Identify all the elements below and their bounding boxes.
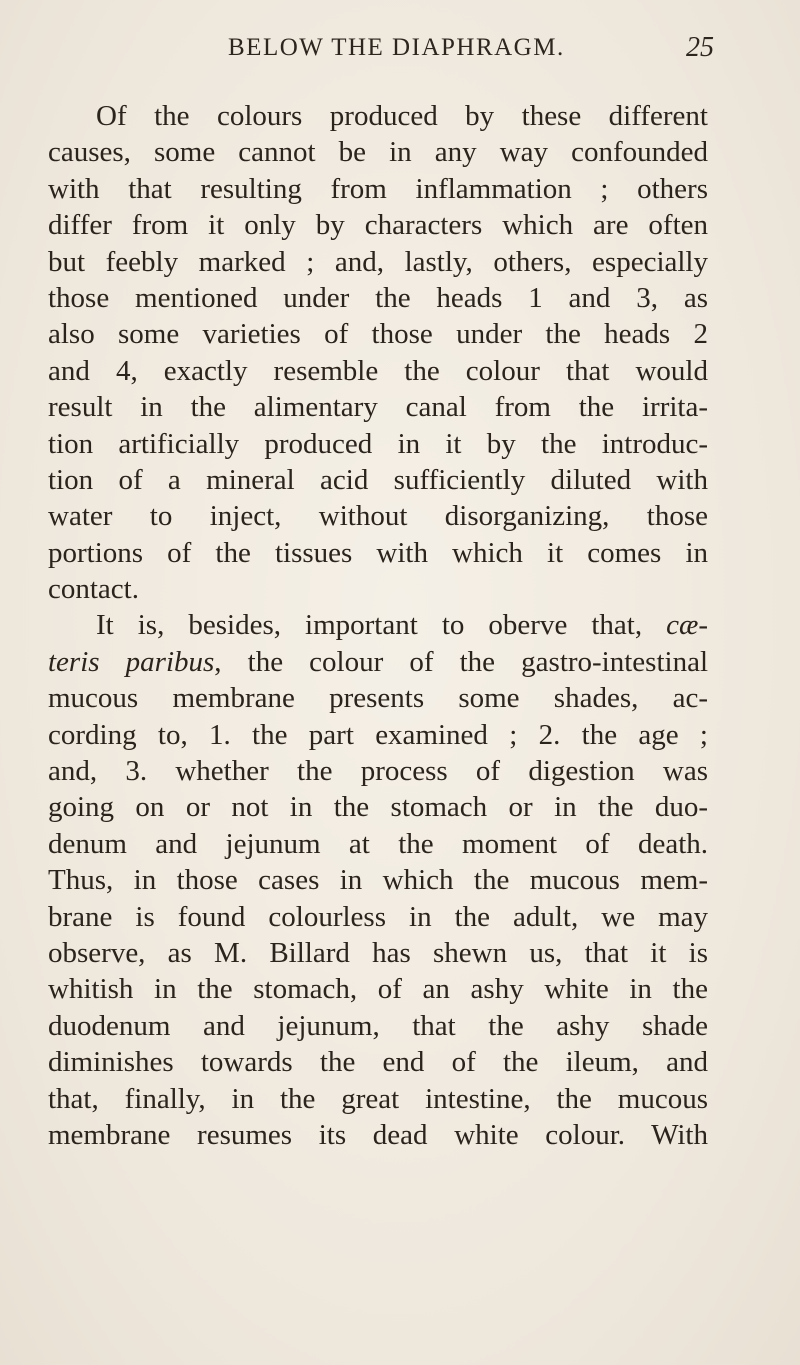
text-line: and 4, exactly resemble the colour that would bbox=[48, 354, 708, 387]
text-line: causes, some cannot be in any way confounded bbox=[48, 136, 708, 169]
text-line: that, finally, in the great intestine, the mucous bbox=[48, 1082, 708, 1115]
text-line: mucous membrane presents some shades, ac- bbox=[48, 682, 708, 715]
text-line: duodenum and jejunum, that the ashy shade bbox=[48, 1009, 708, 1042]
running-head bbox=[0, 32, 800, 72]
text-line: with that resulting from inflammation ; others bbox=[48, 172, 708, 205]
text-line: but feebly marked ; and, lastly, others, especially bbox=[48, 245, 708, 278]
page-number: 25 bbox=[686, 32, 714, 63]
text-line: denum and jejunum at the moment of death. bbox=[48, 827, 708, 860]
text-line: Thus, in those cases in which the mucous mem- bbox=[48, 864, 708, 897]
text-line: whitish in the stomach, of an ashy white in the bbox=[48, 973, 708, 1006]
text-line: It is, besides, important to oberve that, cæ- bbox=[96, 609, 708, 642]
text-line: cording to, 1. the part examined ; 2. the age ; bbox=[48, 718, 708, 751]
text-line: teris paribus, the colour of the gastro-intestinal bbox=[48, 645, 708, 678]
text-line: those mentioned under the heads 1 and 3, as bbox=[48, 281, 708, 314]
text-line: tion artificially produced in it by the introduc- bbox=[48, 427, 708, 460]
text-line: membrane resumes its dead white colour. With bbox=[48, 1118, 708, 1151]
body-text bbox=[48, 98, 708, 1153]
text-line: Of the colours produced by these different bbox=[96, 100, 708, 132]
text-line: going on or not in the stomach or in the duo- bbox=[48, 791, 708, 824]
italic-term: cæ- bbox=[666, 609, 708, 642]
text-line: also some varieties of those under the heads 2 bbox=[48, 318, 708, 351]
text-line: result in the alimentary canal from the irrita- bbox=[48, 391, 708, 424]
text-line: tion of a mineral acid sufficiently diluted with bbox=[48, 463, 708, 496]
text-line: differ from it only by characters which are often bbox=[48, 209, 708, 242]
text-line: brane is found colourless in the adult, we may bbox=[48, 900, 708, 933]
italic-term: teris paribus bbox=[48, 645, 215, 678]
text-line: diminishes towards the end of the ileum, and bbox=[48, 1046, 708, 1079]
text-line: and, 3. whether the process of digestion was bbox=[48, 755, 708, 788]
running-head-title: BELOW THE DIAPHRAGM. bbox=[228, 34, 565, 61]
text-line: observe, as M. Billard has shewn us, that it is bbox=[48, 936, 708, 969]
text-line: water to inject, without disorganizing, those bbox=[48, 500, 708, 533]
text-line: portions of the tissues with which it comes in bbox=[48, 536, 708, 569]
text-line: contact. bbox=[48, 573, 139, 606]
